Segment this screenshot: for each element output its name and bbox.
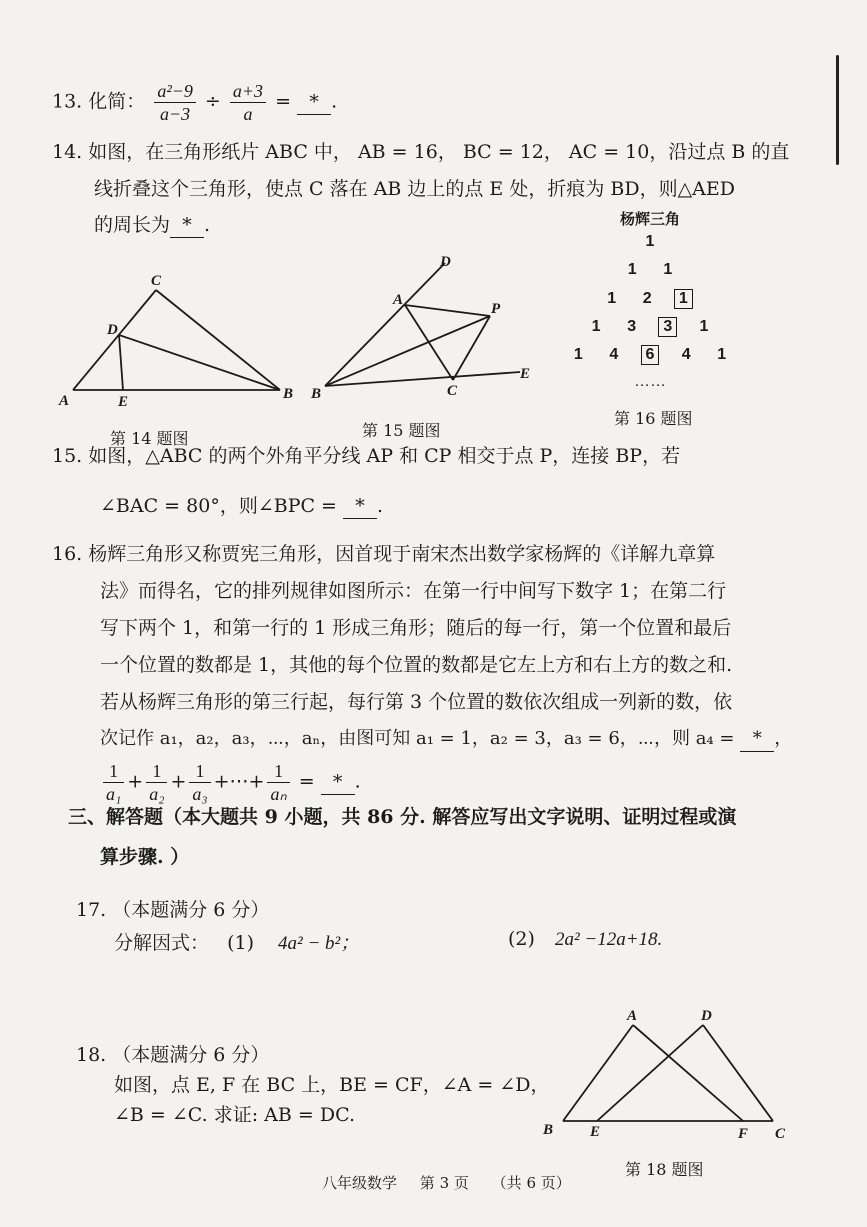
fig18-label-B: B [543, 1122, 554, 1138]
fig14-label-E: E [118, 394, 129, 410]
q16-line-2: 法》而得名，它的排列规律如图所示：在第一行中间写下数字 1；在第二行 [100, 580, 727, 602]
q17-part-2-number: (2) [508, 928, 535, 950]
fig16-cell: 1 [717, 346, 727, 363]
q13-label: 化简： [88, 90, 146, 113]
fig16-highlight-a1: 1 [674, 289, 693, 309]
fig14-side-CB [156, 290, 280, 390]
q16-plus-2: + [170, 770, 187, 793]
fig14-label-D: D [107, 322, 118, 338]
fig18-label-D: D [701, 1008, 712, 1024]
fig16-cell: 2 [642, 290, 652, 307]
q16-term-3-den: a₃ [192, 784, 208, 804]
q18-line-2: ∠B = ∠C. 求证: AB = DC. [114, 1104, 355, 1126]
fig16-cell: 4 [609, 346, 619, 363]
question-15 [52, 441, 680, 471]
q16-answer-blank-2: * [321, 770, 355, 795]
q16-line-3: 写下两个 1，和第一行的 1 形成三角形；随后的每一行，第一个位置和最后 [100, 617, 732, 639]
fig15-caption: 第 15 题图 [362, 421, 441, 440]
q17-part-1-number: (1) [227, 932, 254, 954]
q13-f1-numerator: a²−9 [154, 80, 196, 103]
q13-end: . [331, 90, 338, 113]
fig16-row-2 [555, 261, 745, 289]
fig15-bisector-CP [453, 316, 490, 380]
q16-line-6 [100, 724, 792, 754]
q16-term-n [267, 760, 289, 805]
q17-score: （本题满分 6 分） [112, 899, 270, 921]
fig16-highlight-a3: 6 [641, 345, 660, 365]
q16-sum-line [100, 760, 361, 805]
q16-equals: = [298, 770, 315, 793]
fig16-cell: 1 [591, 318, 601, 335]
fig16-cell: 1 [627, 261, 637, 278]
fig18-label-E: E [590, 1124, 601, 1140]
q16-answer-blank-1: * [740, 727, 774, 752]
fig14-side-AC [73, 290, 156, 390]
fig16-cell: 3 [627, 318, 637, 335]
q14-line-3 [94, 210, 210, 240]
q13-equals: = [275, 90, 292, 113]
fig14-label-A: A [59, 393, 70, 409]
fig16-cell: 1 [645, 233, 655, 250]
q14-line-2: 线折叠这个三角形，使点 C 落在 AB 边上的点 E 处，折痕为 BD，则△AED [94, 178, 736, 200]
q13-f1-denominator: a−3 [160, 104, 191, 124]
q15-line-1: 如图，△ABC 的两个外角平分线 AP 和 CP 相交于点 P，连接 BP，若 [88, 445, 681, 467]
fig16-cell: 1 [573, 346, 583, 363]
fig15-label-E: E [520, 366, 531, 382]
question-16 [52, 539, 715, 569]
question-18 [76, 1040, 269, 1070]
q16-term-n-den: aₙ [270, 784, 287, 804]
fig14-caption: 第 14 题图 [110, 429, 189, 448]
fig18-side-AB [563, 1025, 633, 1121]
fig15-label-C: C [447, 383, 458, 399]
fig15-label-B: B [311, 386, 322, 402]
q16-line-6-text: 次记作 a₁，a₂，a₃，⋯，aₙ，由图可知 a₁ = 1，a₂ = 3，a₃ = 6，⋯，则 a₄ = [100, 728, 735, 749]
fig16-cell: 1 [699, 318, 709, 335]
q14-line-3-text: 的周长为 [94, 214, 171, 236]
q17-number: 17. [76, 899, 107, 921]
footer-page: 第 3 页 [419, 1174, 469, 1192]
fig16-cell: 1 [607, 290, 617, 307]
q13-fraction-1 [154, 80, 196, 125]
q16-end: . [354, 770, 361, 793]
fig15-ray-BD [325, 263, 445, 386]
fig14-segment-DE [119, 335, 123, 390]
q17-part-2 [508, 924, 662, 955]
q16-line-1: 杨辉三角形又称贾宪三角形，因首现于南宋杰出数学家杨辉的《详解九章算 [88, 543, 716, 565]
fig16-cell: 4 [681, 346, 691, 363]
fig16-row-4 [555, 317, 745, 345]
figure-15 [305, 250, 545, 405]
q13-fraction-2 [230, 80, 266, 125]
figure-18 [535, 1000, 800, 1150]
q18-line-1: 如图，点 E, F 在 BC 上，BE = CF，∠A = ∠D， [114, 1074, 550, 1096]
q16-plus-1: + [127, 770, 144, 793]
question-13 [52, 80, 337, 125]
footer-subject: 八年级数学 [322, 1174, 398, 1192]
q18-score: （本题满分 6 分） [112, 1044, 270, 1066]
page-footer [322, 1172, 571, 1193]
fig18-label-C: C [775, 1126, 786, 1142]
footer-total: （共 6 页） [491, 1174, 571, 1192]
question-17 [76, 895, 269, 925]
q16-term-1 [103, 760, 124, 805]
fig14-label-B: B [283, 386, 294, 402]
q17-part-1-expression: 4a² − b²； [278, 933, 360, 954]
fig16-highlight-a2: 3 [658, 317, 677, 337]
figure-14 [55, 272, 305, 412]
fig15-label-A: A [393, 292, 404, 308]
q13-answer-blank: * [297, 90, 331, 115]
fig16-ellipsis: …… [634, 373, 666, 390]
question-14 [52, 137, 789, 167]
fig18-caption: 第 18 题图 [625, 1160, 704, 1179]
q16-separator: ， [774, 728, 793, 749]
fig14-label-C: C [151, 273, 162, 289]
q14-answer-blank: * [170, 213, 204, 238]
fig18-label-F: F [738, 1126, 749, 1142]
fig15-label-P: P [491, 301, 501, 317]
fig16-cell: 1 [663, 261, 673, 278]
q16-term-1-den: a₁ [106, 784, 122, 804]
q16-term-2-num: 1 [146, 760, 167, 783]
q16-number: 16. [52, 543, 83, 565]
figure-16 [555, 208, 745, 397]
q17-parts [114, 928, 359, 959]
q17-label: 分解因式： [114, 932, 210, 954]
fig14-crease-BD [119, 335, 280, 390]
fig15-label-D: D [440, 254, 451, 270]
q18-number: 18. [76, 1044, 107, 1066]
q16-term-3-num: 1 [189, 760, 210, 783]
q15-line-2-text: ∠BAC = 80°，则∠BPC = [100, 495, 337, 517]
fig18-side-DC [703, 1025, 773, 1121]
q15-line-2 [100, 491, 383, 521]
q16-term-2 [146, 760, 167, 805]
q14-number: 14. [52, 141, 83, 163]
q15-end: . [377, 495, 384, 517]
q14-line-1: 如图，在三角形纸片 ABC 中， AB = 16， BC = 12， AC = 10，沿过点 B 的直 [88, 141, 790, 163]
q16-term-1-num: 1 [103, 760, 124, 783]
section-3-heading: 三、解答题（本大题共 9 小题，共 86 分. 解答应写出文字说明、证明过程或演 [68, 806, 737, 828]
fig18-label-A: A [627, 1008, 638, 1024]
q16-term-2-den: a₂ [149, 784, 165, 804]
q16-term-n-num: 1 [267, 760, 289, 783]
q16-line-5: 若从杨辉三角形的第三行起，每行第 3 个位置的数依次组成一列新的数，依 [100, 691, 733, 713]
q15-number: 15. [52, 445, 83, 467]
q13-number: 13. [52, 90, 83, 113]
fig16-row-3 [555, 289, 745, 317]
q15-answer-blank: * [343, 494, 377, 519]
fig15-bisector-AP [405, 305, 490, 316]
q16-term-3 [189, 760, 210, 805]
q13-f2-numerator: a+3 [230, 80, 266, 103]
q14-end: . [204, 214, 211, 236]
q16-dots: +⋯+ [213, 770, 265, 793]
q13-f2-denominator: a [243, 104, 253, 124]
fig16-row-1 [555, 233, 745, 261]
fig16-title: 杨辉三角 [619, 211, 680, 228]
fig16-caption: 第 16 题图 [614, 409, 693, 428]
q13-divide: ÷ [204, 90, 221, 113]
q17-part-2-expression: 2a² −12a+18. [554, 929, 663, 950]
scan-edge-mark [836, 55, 839, 165]
q16-line-4: 一个位置的数都是 1，其他的每个位置的数都是它左上方和右上方的数之和. [100, 654, 733, 676]
fig16-row-5 [555, 345, 745, 373]
section-3-heading-cont: 算步骤. ） [100, 846, 190, 868]
